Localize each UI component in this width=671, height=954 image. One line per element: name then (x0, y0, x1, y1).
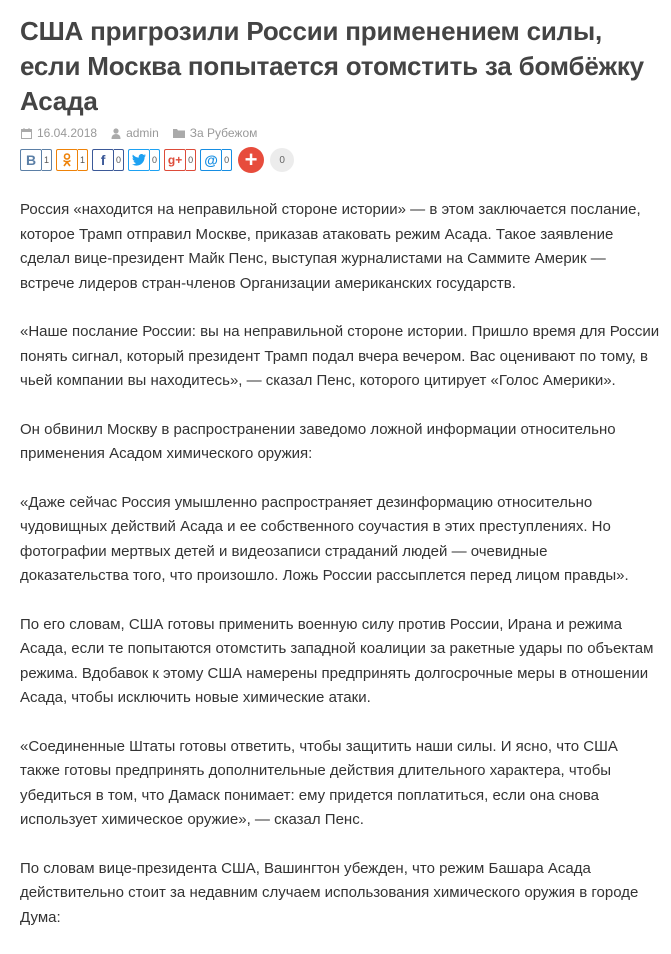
folder-icon (173, 128, 185, 138)
user-icon (111, 128, 121, 139)
share-facebook-button[interactable] (92, 149, 124, 171)
facebook-icon: f (92, 149, 114, 171)
article-meta (21, 125, 271, 141)
vk-icon: В (20, 149, 42, 171)
google-plus-icon: g+ (164, 149, 186, 171)
twitter-icon (128, 149, 150, 171)
paragraph-7: По словам вице-президента США, Вашингтон убежден, что режим Башара Асада действительно стоит за недавним случаем использования химического оружия в городе Дума: (20, 859, 639, 926)
mail-count: 0 (222, 149, 232, 171)
odnoklassniki-icon (56, 149, 78, 171)
ok-count: 1 (78, 149, 88, 171)
share-gplus-button[interactable] (164, 149, 196, 171)
share-bar (20, 145, 294, 175)
share-ok-button[interactable] (56, 149, 88, 171)
calendar-icon (21, 128, 32, 139)
date-text: 16.04.2018 (37, 126, 98, 140)
paragraph-2: «Наше послание России: вы на неправильной стороне истории. Пришло время для России понять сигнал, который президент Трамп подал вчера вечером. Вас оценивают по тому, в чьей компании вы находитесь», — сказал Пенс, которого цитирует «Голос Америки». (20, 323, 660, 389)
mail-icon: @ (200, 149, 222, 171)
article-title: США пригрозили России применением силы, если Москва попытается отомстить за бомбёжку Асада (20, 16, 644, 116)
share-twitter-button[interactable] (128, 149, 160, 171)
share-more-button[interactable] (238, 147, 264, 173)
gplus-count: 0 (186, 149, 196, 171)
meta-category (173, 126, 258, 140)
facebook-count: 0 (114, 149, 124, 171)
share-total-count: 0 (270, 148, 294, 172)
paragraph-4: «Даже сейчас Россия умышленно распространяет дезинформацию относительно чудовищных действий Асада и ее собственного соучастия в этих преступлениях. Но фотографии мертвых детей и видеозаписи страданий людей — очевидные доказательства того, что произошло. Ложь России рассыплется перед лицом правды». (20, 493, 629, 584)
paragraph-3: Он обвинил Москву в распространении заведомо ложной информации относительно применения Асадом химического оружия: (20, 420, 616, 462)
article-body (20, 198, 660, 954)
plus-icon: + (244, 147, 258, 172)
share-mail-button[interactable] (200, 149, 232, 171)
meta-author (111, 126, 159, 140)
share-vk-button[interactable] (20, 149, 52, 171)
vk-count: 1 (42, 149, 52, 171)
category-link[interactable]: За Рубежом (189, 126, 258, 140)
paragraph-1: Россия «находится на неправильной стороне истории» — в этом заключается послание, которое Трамп отправил Москве, приказав атаковать режим Асада. Такое заявление сделал вице-президент Майк Пенс, выступая журналистами на Саммите Америк — встрече лидеров стран-членов Организации американских государств. (20, 201, 641, 292)
paragraph-5: По его словам, США готовы применить военную силу против России, Ирана и режима Асада, если те попытаются отомстить западной коалиции за ракетные удары по объектам режима. Вдобавок к этому США намерены предпринять долгосрочные меры в отношении Асада, чтобы исключить новые химические атаки. (20, 615, 654, 706)
meta-date (21, 126, 97, 140)
twitter-count: 0 (150, 149, 160, 171)
paragraph-6: «Соединенные Штаты готовы ответить, чтобы защитить наши силы. И ясно, что США также готовы предпринять дополнительные действия длительного характера, чтобы убедиться в том, что Дамаск понимает: ему придется поплатиться, если она снова использует химическое оружие», — сказал Пенс. (20, 737, 618, 828)
author-link[interactable]: admin (126, 126, 159, 140)
